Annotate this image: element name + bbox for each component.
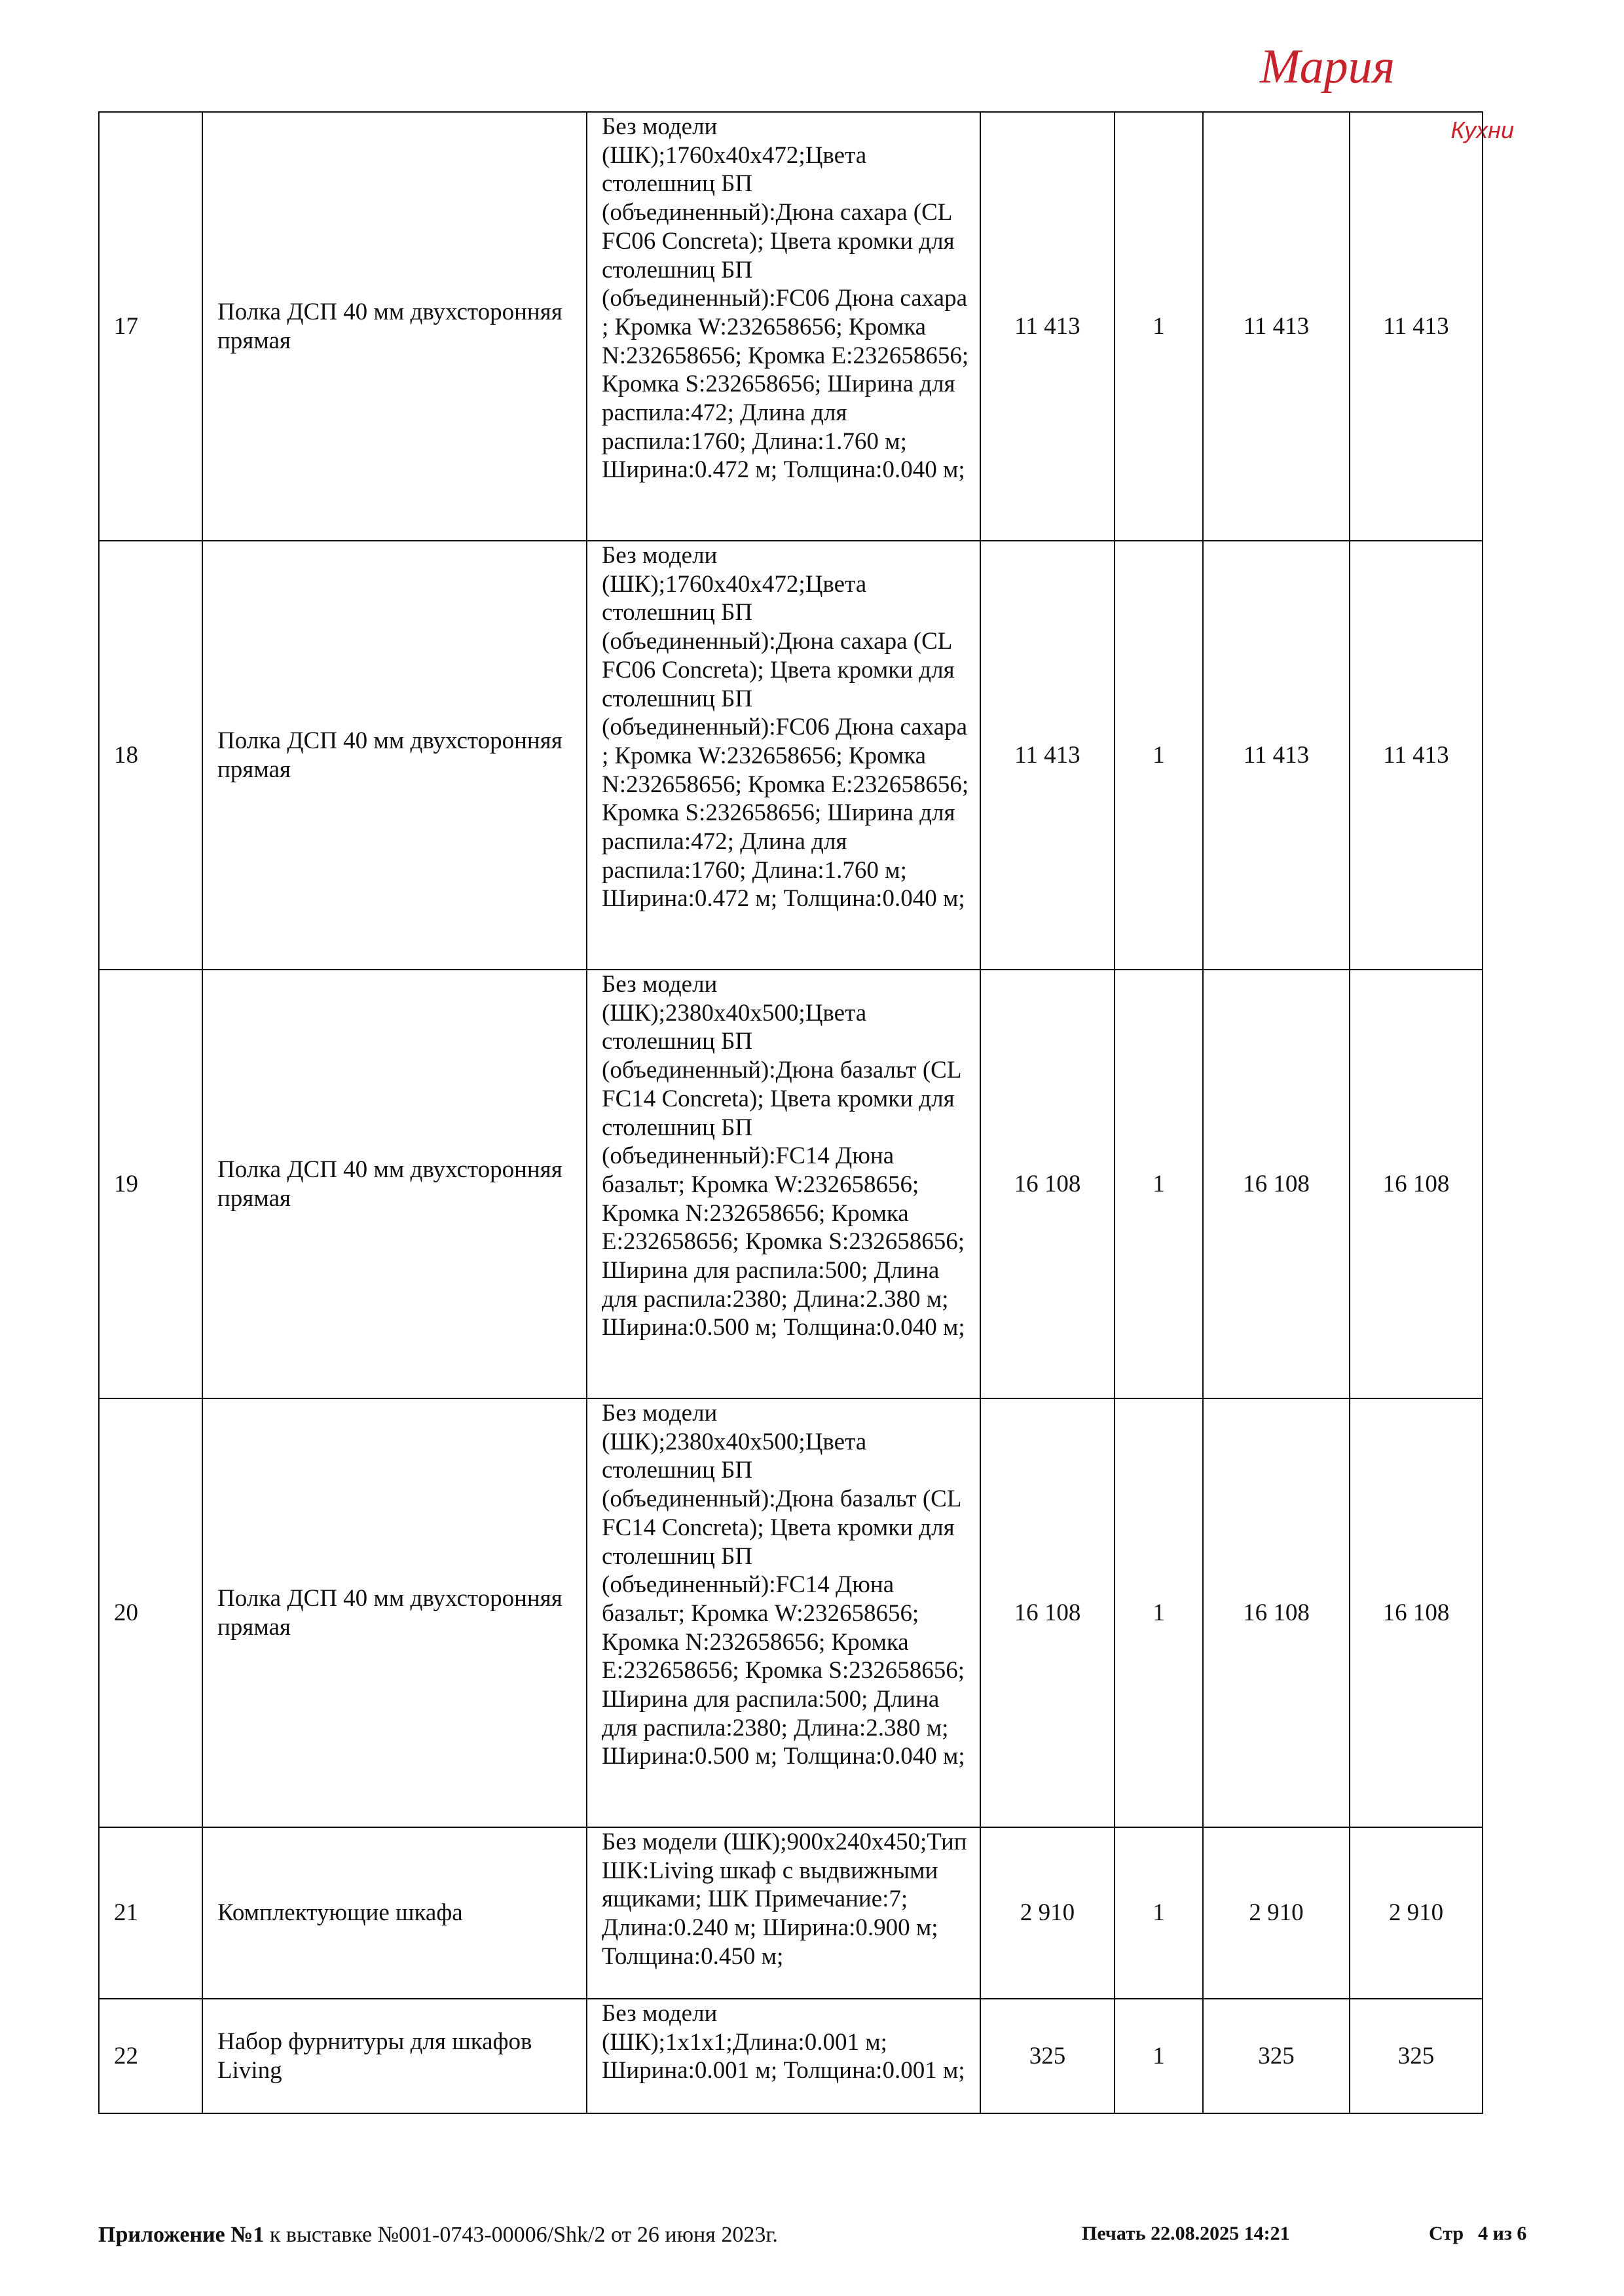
- item-quantity: 1: [1115, 1827, 1203, 1999]
- brand-logo-mark: [1257, 39, 1532, 98]
- table-row: [99, 1827, 1483, 1999]
- item-price: 2 910: [980, 1827, 1115, 1999]
- item-quantity: 1: [1115, 541, 1203, 970]
- items-table-body: [99, 112, 1483, 2113]
- item-price: 11 413: [980, 112, 1115, 541]
- table-row: [99, 112, 1483, 541]
- items-table: [98, 111, 1483, 2114]
- item-description: Без модели (ШК);1760x40x472;Цвета столешниц БП (объединенный):Дюна сахара (CL FC06 Concreta); Цвета кромки для столешниц БП (объединенный):FC06 Дюна сахара ; Кромка W:232658656; Кромка N:232658656; Кромка E:232658656; Кромка S:232658656; Ширина для распила:472; Длина для распила:1760; Длина:1.760 м; Ширина:0.472 м; Толщина:0.040 м;: [587, 541, 980, 970]
- item-price: 16 108: [980, 970, 1115, 1398]
- footer-appendix: [98, 2223, 778, 2248]
- item-sum: 16 108: [1203, 1398, 1350, 1827]
- item-total: 11 413: [1350, 112, 1483, 541]
- item-name: Полка ДСП 40 мм двухсторонняя прямая: [202, 970, 587, 1398]
- item-quantity: 1: [1115, 1398, 1203, 1827]
- item-name: Комплектующие шкафа: [202, 1827, 587, 1999]
- row-number: 22: [99, 1999, 202, 2113]
- footer-page-value: 4 из 6: [1478, 2223, 1527, 2244]
- item-total: 16 108: [1350, 970, 1483, 1398]
- item-price: 11 413: [980, 541, 1115, 970]
- footer-page-label: Стр: [1429, 2223, 1464, 2244]
- table-row: [99, 1999, 1483, 2113]
- brand-subtitle: Кухни: [1450, 117, 1514, 143]
- row-number: 21: [99, 1827, 202, 1999]
- item-total: 2 910: [1350, 1827, 1483, 1999]
- item-sum: 11 413: [1203, 541, 1350, 970]
- svg-text:Мария: Мария: [1260, 40, 1395, 94]
- footer-print-date: Печать 22.08.2025 14:21: [1082, 2223, 1290, 2244]
- item-quantity: 1: [1115, 1999, 1203, 2113]
- item-total: 16 108: [1350, 1398, 1483, 1827]
- row-number: 18: [99, 541, 202, 970]
- item-description: Без модели (ШК);1x1x1;Длина:0.001 м; Ширина:0.001 м; Толщина:0.001 м;: [587, 1999, 980, 2113]
- row-number: 19: [99, 970, 202, 1398]
- row-number: 17: [99, 112, 202, 541]
- item-name: Полка ДСП 40 мм двухсторонняя прямая: [202, 112, 587, 541]
- table-row: [99, 970, 1483, 1398]
- table-row: [99, 541, 1483, 970]
- item-quantity: 1: [1115, 970, 1203, 1398]
- item-sum: 325: [1203, 1999, 1350, 2113]
- footer-appendix-text: к выставке №001-0743-00006/Shk/2 от 26 июня 2023г.: [264, 2223, 778, 2247]
- item-sum: 16 108: [1203, 970, 1350, 1398]
- item-name: Полка ДСП 40 мм двухсторонняя прямая: [202, 541, 587, 970]
- item-total: 325: [1350, 1999, 1483, 2113]
- item-price: 16 108: [980, 1398, 1115, 1827]
- footer-page-number: [1429, 2223, 1526, 2245]
- item-quantity: 1: [1115, 112, 1203, 541]
- brand-logo: [1257, 39, 1532, 143]
- item-description: Без модели (ШК);2380x40x500;Цвета столешниц БП (объединенный):Дюна базальт (CL FC14 Concreta); Цвета кромки для столешниц БП (объединенный):FC14 Дюна базальт; Кромка W:232658656; Кромка N:232658656; Кромка E:232658656; Кромка S:232658656; Ширина для распила:500; Длина для распила:2380; Длина:2.380 м; Ширина:0.500 м; Толщина:0.040 м;: [587, 1398, 980, 1827]
- footer-appendix-label: Приложение №1: [98, 2223, 265, 2247]
- row-number: 20: [99, 1398, 202, 1827]
- item-total: 11 413: [1350, 541, 1483, 970]
- item-description: Без модели (ШК);2380x40x500;Цвета столешниц БП (объединенный):Дюна базальт (CL FC14 Concreta); Цвета кромки для столешниц БП (объединенный):FC14 Дюна базальт; Кромка W:232658656; Кромка N:232658656; Кромка E:232658656; Кромка S:232658656; Ширина для распила:500; Длина для распила:2380; Длина:2.380 м; Ширина:0.500 м; Толщина:0.040 м;: [587, 970, 980, 1398]
- item-sum: 2 910: [1203, 1827, 1350, 1999]
- item-description: Без модели (ШК);900x240x450;Тип ШК:Living шкаф с выдвижными ящиками; ШК Примечание:7; Длина:0.240 м; Ширина:0.900 м; Толщина:0.450 м;: [587, 1827, 980, 1999]
- table-row: [99, 1398, 1483, 1827]
- item-description: Без модели (ШК);1760x40x472;Цвета столешниц БП (объединенный):Дюна сахара (CL FC06 Concreta); Цвета кромки для столешниц БП (объединенный):FC06 Дюна сахара ; Кромка W:232658656; Кромка N:232658656; Кромка E:232658656; Кромка S:232658656; Ширина для распила:472; Длина для распила:1760; Длина:1.760 м; Ширина:0.472 м; Толщина:0.040 м;: [587, 112, 980, 541]
- item-name: Полка ДСП 40 мм двухсторонняя прямая: [202, 1398, 587, 1827]
- item-sum: 11 413: [1203, 112, 1350, 541]
- item-price: 325: [980, 1999, 1115, 2113]
- item-name: Набор фурнитуры для шкафов Living: [202, 1999, 587, 2113]
